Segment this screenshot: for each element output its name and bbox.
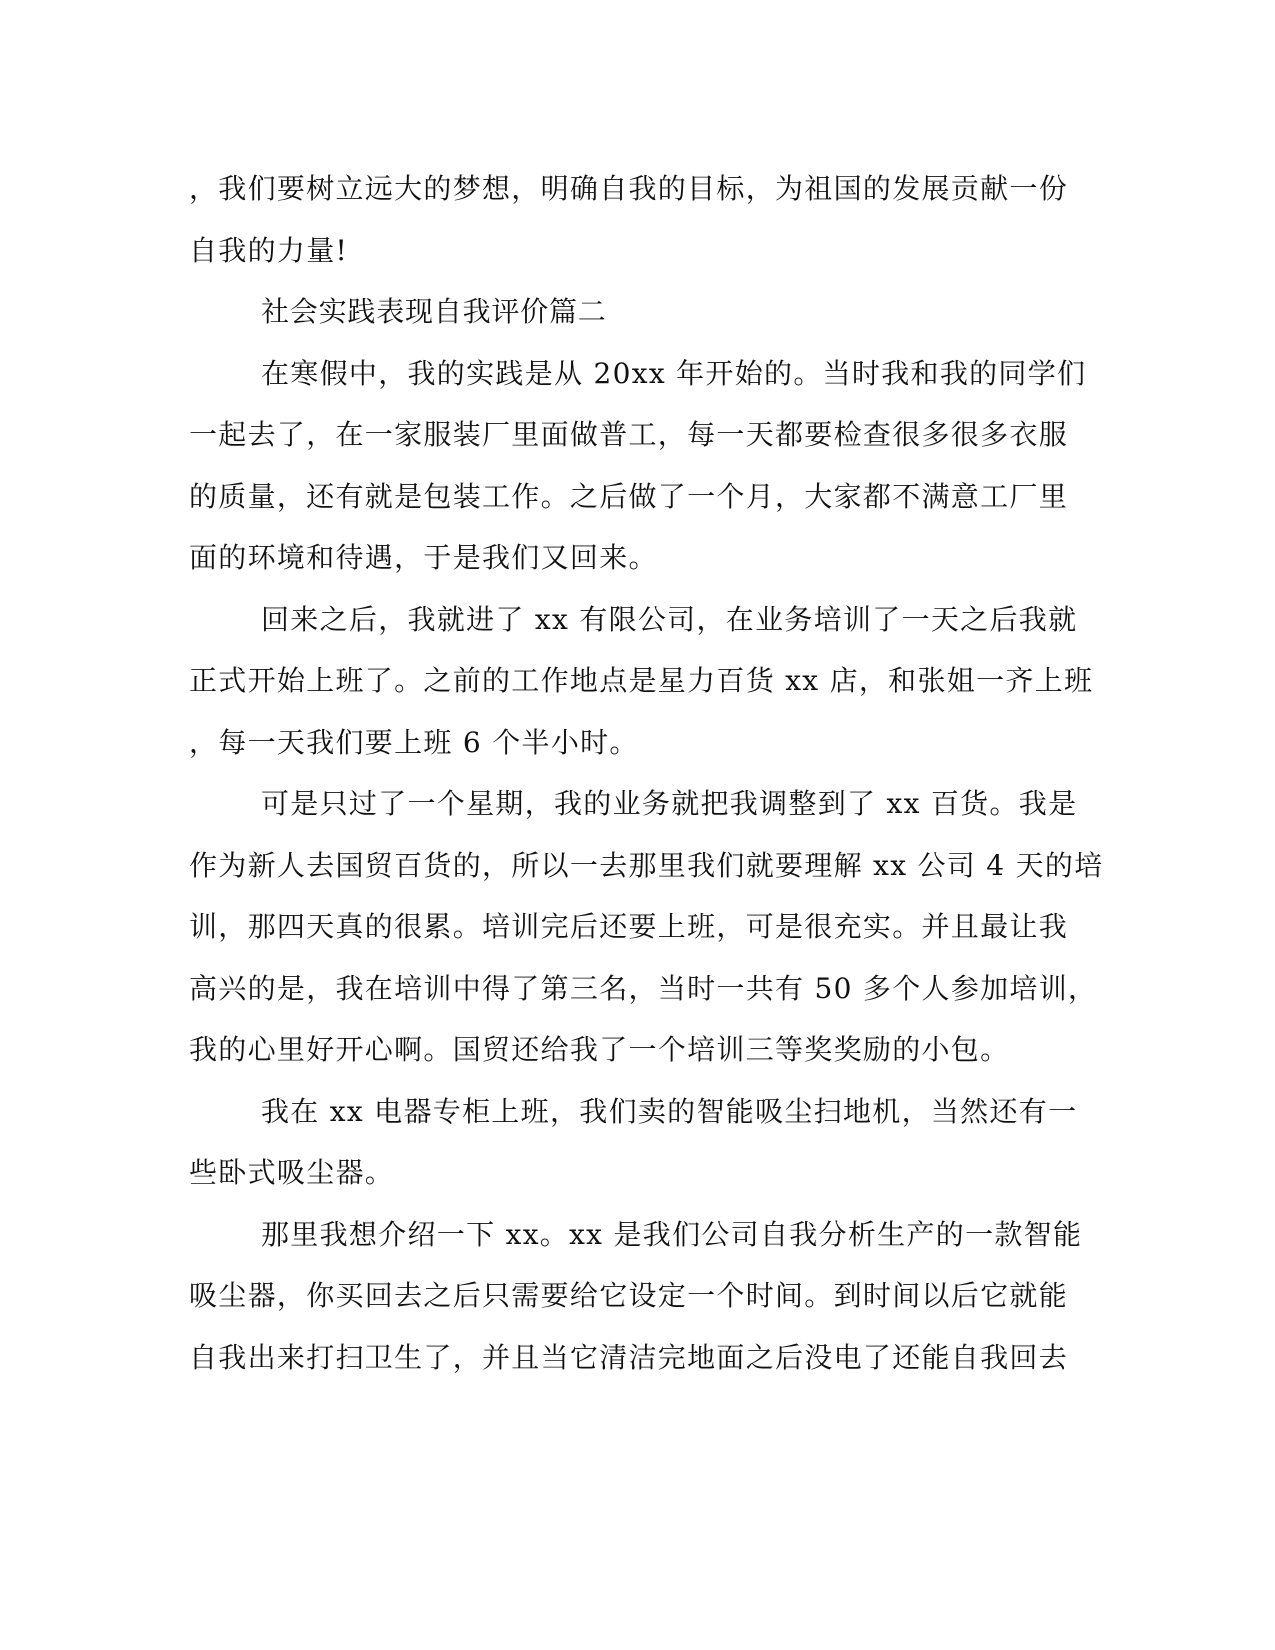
text-line-1: ，我们要树立远大的梦想，明确自我的目标，为祖国的发展贡献一份: [189, 172, 1069, 205]
text-line-14: 高兴的是，我在培训中得了第三名，当时一共有 50 多个人参加培训，: [189, 971, 1098, 1005]
text-line-20: 自我出来打扫卫生了，并且当它清洁完地面之后没电了还能自我回去: [189, 1340, 1069, 1374]
text-line-2: 自我的力量!: [189, 233, 349, 267]
text-line-9: 正式开始上班了。之前的工作地点是星力百货 xx 店，和张姐一齐上班: [189, 664, 1094, 697]
text-line-10: ，每一天我们要上班 6 个半小时。: [189, 725, 639, 759]
text-line-8: 回来之后，我就进了 xx 有限公司，在业务培训了一天之后我就: [261, 602, 1078, 636]
document-body: [189, 158, 1104, 1388]
text-line-17: 些卧式吸尘器。: [189, 1156, 395, 1189]
text-line-6: 的质量，还有就是包装工作。之后做了一个月，大家都不满意工厂里: [189, 479, 1069, 513]
text-line-12: 作为新人去国贸百货的，所以一去那里我们就要理解 xx 公司 4 天的培: [189, 848, 1104, 882]
text-line-13: 训，那四天真的很累。培训完后还要上班，可是很充实。并且最让我: [189, 910, 1069, 943]
text-line-15: 我的心里好开心啊。国贸还给我了一个培训三等奖奖励的小包。: [189, 1033, 1010, 1066]
text-line-7: 面的环境和待遇，于是我们又回来。: [189, 541, 658, 574]
section-heading: 社会实践表现自我评价篇二: [261, 295, 607, 328]
text-line-16: 我在 xx 电器专柜上班，我们卖的智能吸尘扫地机，当然还有一: [261, 1094, 1078, 1128]
text-line-11: 可是只过了一个星期，我的业务就把我调整到了 xx 百货。我是: [261, 787, 1078, 820]
text-line-5: 一起去了，在一家服装厂里面做普工，每一天都要检查很多很多衣服: [189, 418, 1069, 451]
text-line-18: 那里我想介绍一下 xx。xx 是我们公司自我分析生产的一款智能: [261, 1217, 1083, 1251]
text-line-19: 吸尘器，你买回去之后只需要给它设定一个时间。到时间以后它就能: [189, 1279, 1069, 1312]
text-line-4: 在寒假中，我的实践是从 20xx 年开始的。当时我和我的同学们: [261, 356, 1087, 390]
